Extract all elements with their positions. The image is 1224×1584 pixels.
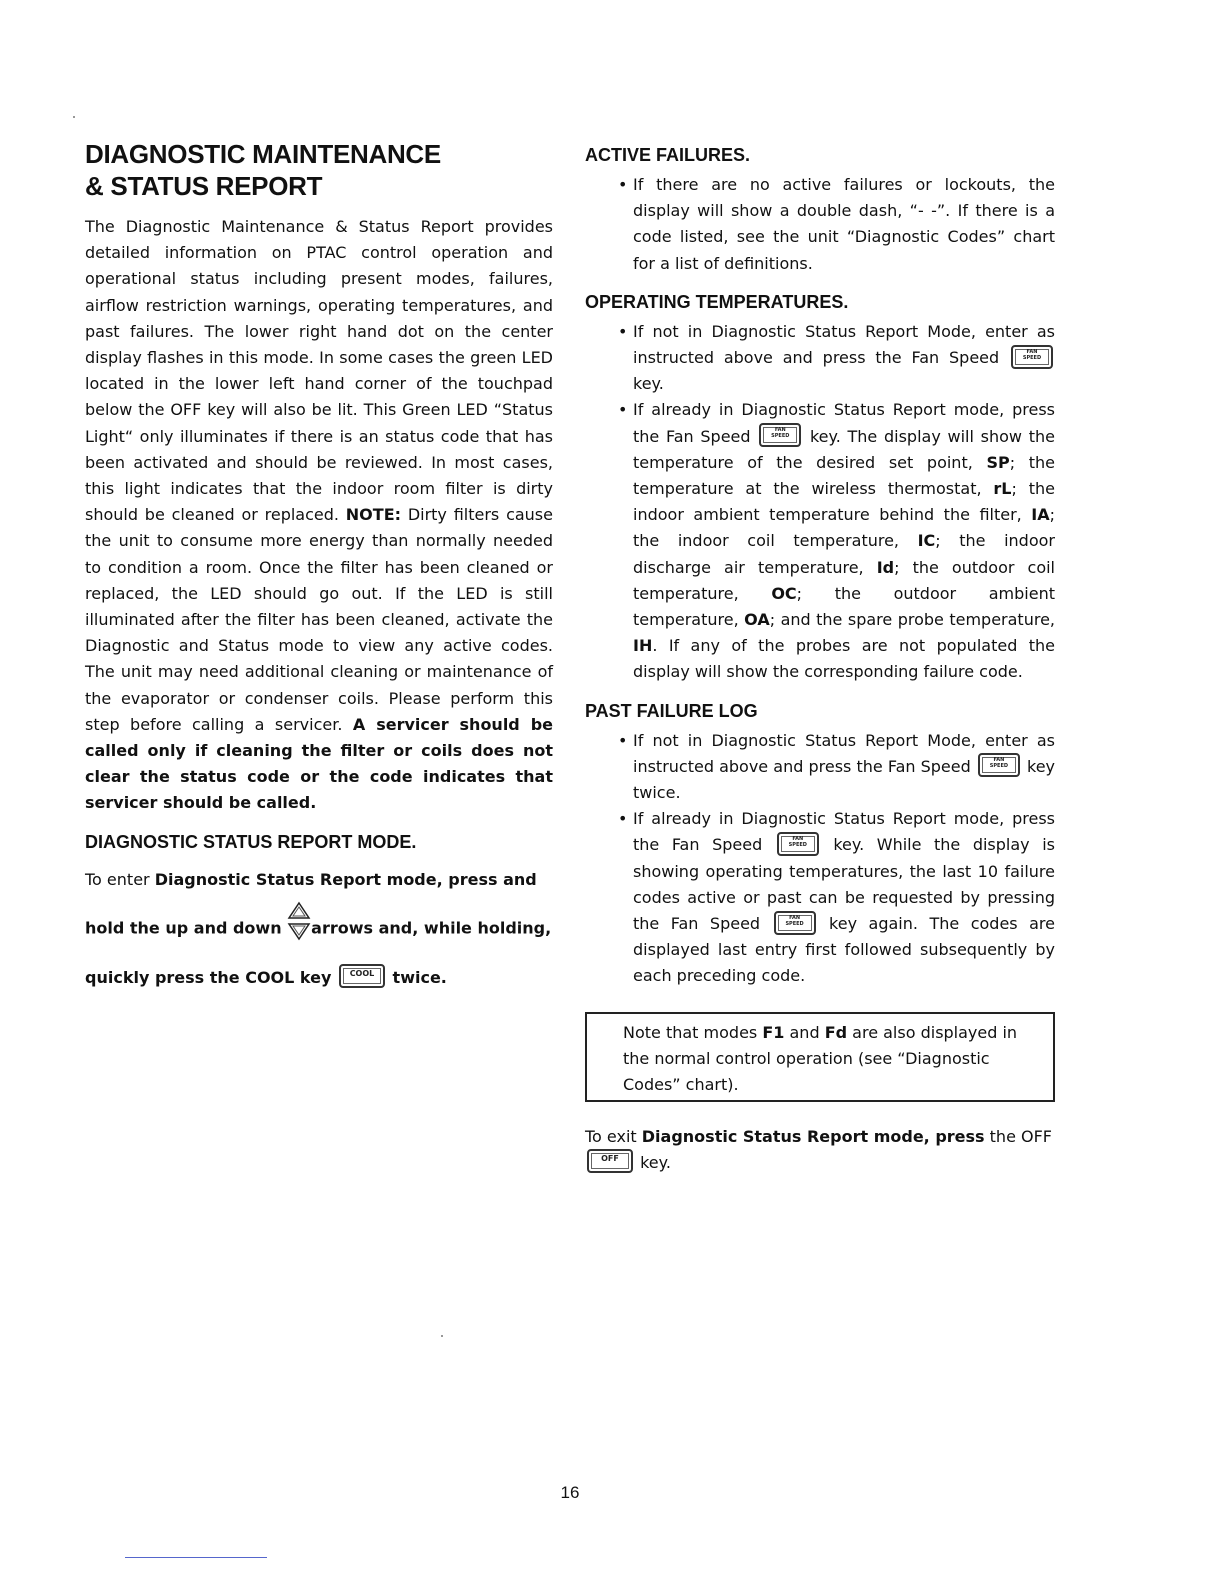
list-item — [585, 806, 1055, 989]
off-key-icon: OFF — [587, 1149, 633, 1173]
list-item: • If there are no active failures or lockouts, the display will show a double dash, “- -”. If there is a code listed, see the unit “Diagnostic Codes” chart for a list of definitions. — [585, 172, 1055, 277]
item-text: key again. The codes are displayed last entry first followed subsequently by each preceding code. — [633, 914, 1055, 986]
item-text: key. — [633, 374, 664, 394]
servicer-warning: A servicer should be called only if cleaning the filter or coils does not clear the status code or the code indicates that servicer should be called. — [85, 714, 553, 813]
item-text: ; the temperature at the wireless thermostat, — [633, 452, 1055, 499]
item-text: If not in Diagnostic Status Report Mode, enter as instructed above and press the Fan Speed — [633, 321, 1055, 368]
list-item — [585, 397, 1055, 685]
exit-instructions — [585, 1124, 1055, 1176]
item-text: key twice. — [633, 756, 1056, 803]
page-title — [85, 138, 553, 202]
intro-text-continued: Dirty filters cause the unit to consume more energy than normally needed to condition a room. Once the filter has been cleaned or replaced, the LED should go out. If the LED is still illuminated after the filter has been cleaned, activate the Diagnostic and Status mode to view any active codes. The unit may need additional cleaning or maintenance of the evaporator or condenser coils. Please perform this step before calling a servicer. — [85, 505, 553, 734]
code-oa: OA — [744, 610, 770, 630]
item-text: ; and the spare probe temperature, — [769, 610, 1056, 630]
title-line-2: & STATUS REPORT — [85, 171, 323, 201]
code-oc: OC — [771, 583, 797, 603]
enter-bold-text-3: twice. — [386, 967, 447, 987]
item-text: If not in Diagnostic Status Report Mode, enter as instructed above and press the Fan Speed — [633, 730, 1055, 776]
exit-text: the OFF — [984, 1126, 1052, 1146]
item-text: ; the indoor coil temperature, — [633, 505, 1055, 551]
fan-speed-key-icon: FAN SPEED — [978, 753, 1020, 777]
active-failures-list — [585, 172, 1055, 277]
code-rl: rL — [993, 479, 1012, 499]
cool-key-icon: COOL — [339, 964, 385, 988]
note-text: Note that modes — [623, 1022, 763, 1042]
code-f1: F1 — [762, 1022, 785, 1042]
active-failures-heading: ACTIVE FAILURES. — [585, 145, 751, 165]
item-text: key. While the display is showing operating temperatures, the last 10 failure codes active or past can be requested by pressing the Fan Speed — [633, 835, 1055, 934]
code-id: Id — [876, 557, 895, 577]
intro-text: The Diagnostic Maintenance & Status Report provides detailed information on PTAC control operation and operational status including present modes, failures, airflow restriction warnings, operating temperatures, and past failures. The lower right hand dot on the center display flashes in this mode. In some cases the green LED located in the lower left hand corner of the touchpad below the OFF key will also be lit. This Green LED “Status Light“ only illuminates if there is an status code that has been activated and should be reviewed. In most cases, this light indicates that the indoor room filter is dirty should be cleaned or replaced. — [85, 217, 553, 525]
item-text: . If any of the probes are not populated the display will show the corresponding failure code. — [633, 636, 1055, 682]
note-label: NOTE: — [345, 505, 402, 525]
item-text: ; the indoor discharge air temperature, — [633, 531, 1055, 577]
diagnostic-mode-heading: DIAGNOSTIC STATUS REPORT MODE. — [85, 831, 417, 852]
note-box — [585, 1012, 1055, 1102]
fan-speed-key-icon: FAN SPEED — [774, 911, 816, 935]
title-line-1: DIAGNOSTIC MAINTENANCE — [85, 139, 441, 169]
code-ia: IA — [1031, 505, 1050, 525]
operating-temperatures-heading: OPERATING TEMPERATURES. — [585, 291, 849, 312]
item-text: If already in Diagnostic Status Report mode, press the Fan Speed — [633, 400, 1055, 446]
item-text: ; the outdoor ambient temperature, — [633, 583, 1056, 630]
note-text: and — [784, 1022, 825, 1042]
exit-text: To exit — [585, 1126, 642, 1146]
item-text: If already in Diagnostic Status Report mode, press the Fan Speed — [633, 809, 1055, 855]
enter-bold-text: Diagnostic Status Report mode, press and hold the up and down — [85, 869, 537, 938]
exit-text: key. — [635, 1152, 671, 1172]
scan-speck — [441, 1335, 443, 1337]
scan-speck — [73, 116, 75, 118]
list-item — [585, 319, 1055, 398]
right-column — [585, 138, 1055, 1176]
list-item — [585, 728, 1055, 807]
operating-temperatures-list — [585, 319, 1055, 686]
code-ih: IH — [633, 636, 653, 656]
fan-speed-key-icon: FAN SPEED — [759, 423, 801, 447]
up-down-arrows-icon — [287, 901, 311, 957]
footer-rule — [125, 1557, 267, 1558]
fan-speed-key-icon: FAN SPEED — [1011, 345, 1053, 369]
note-text: are also displayed in the normal control operation (see “Diagnostic Codes” chart). — [623, 1022, 1018, 1094]
enter-bold-text-2: arrows and, while holding, quickly press the COOL key — [85, 918, 552, 987]
item-text: ; the outdoor coil temperature, — [633, 557, 1055, 603]
code-sp: SP — [986, 452, 1010, 472]
enter-instructions — [85, 859, 553, 999]
exit-bold-text: Diagnostic Status Report mode, press — [641, 1126, 985, 1146]
page-number: 16 — [560, 1483, 580, 1502]
fan-speed-key-icon: FAN SPEED — [777, 832, 819, 856]
past-failure-list — [585, 728, 1055, 990]
code-ic: IC — [917, 531, 936, 551]
item-text: key. The display will show the temperature of the desired set point, — [633, 426, 1055, 472]
intro-paragraph — [85, 214, 553, 817]
item-text: ; the indoor ambient temperature behind the filter, — [633, 479, 1055, 525]
past-failure-log-heading: PAST FAILURE LOG — [585, 700, 758, 721]
code-fd: Fd — [824, 1022, 848, 1042]
left-column — [85, 138, 553, 999]
enter-text: To enter — [85, 869, 155, 889]
